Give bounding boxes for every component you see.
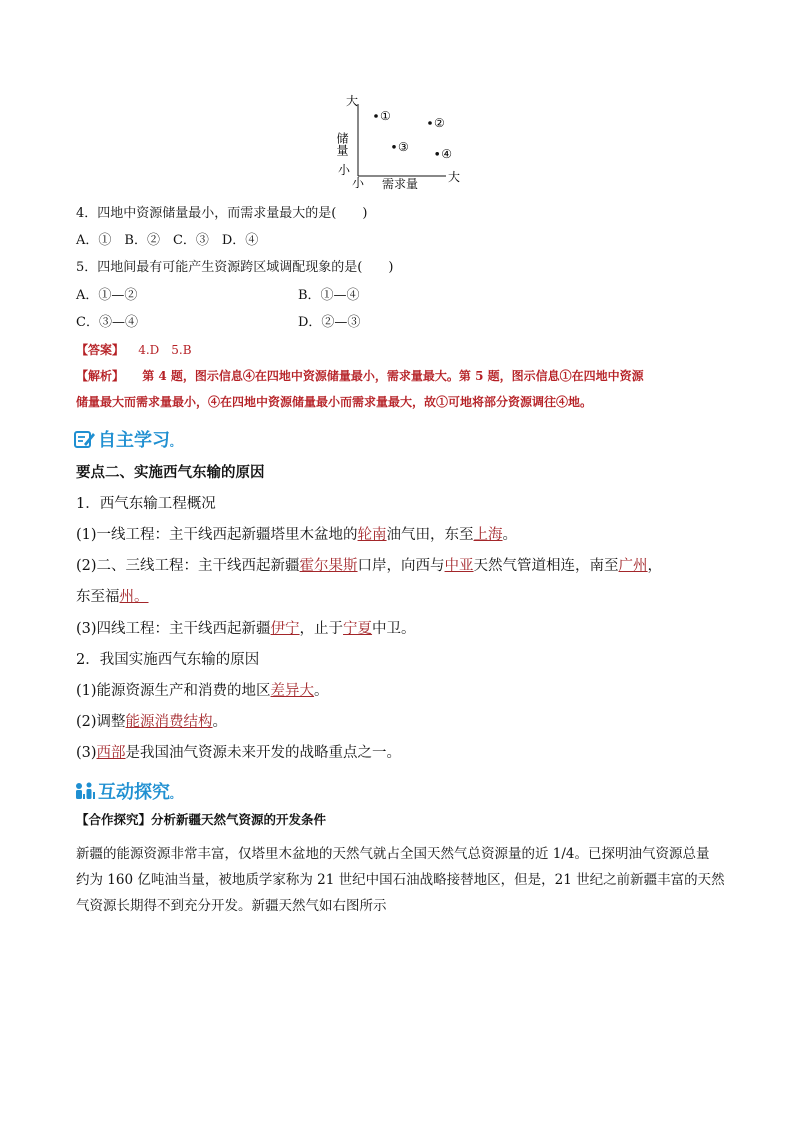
- reason-1: [76, 681, 329, 701]
- figure-svg: [330, 88, 470, 196]
- question-5-option-d: D．②—③: [298, 315, 361, 330]
- analysis-line-2: 储量最大而需求量最小，④在四地中资源储量最小而需求量最大，故①可地将部分资源调往④地。: [76, 395, 593, 409]
- line-two-text-1: (2)二、三线工程：主干线西起新疆: [76, 558, 300, 574]
- x-axis-right-label: 大: [448, 170, 461, 184]
- paragraph-line-1: 新疆的能源资源非常丰富，仅塔里木盆地的天然气就占全国天然气总资源量的近 1/4。已探明油气资源总量: [76, 846, 710, 862]
- line-two-text-3: 天然气管道相连，南至: [473, 558, 619, 574]
- reason-1-text: (1)能源资源生产和消费的地区: [76, 683, 271, 699]
- line-two-text-4: ，: [647, 558, 663, 574]
- paragraph-line-2: 约为 160 亿吨油当量，被地质学家称为 21 世纪中国石油战略接替地区，但是，21 世纪之前新疆丰富的天然: [76, 872, 725, 888]
- figure-point-1: [374, 114, 378, 118]
- figure-point-2: [428, 121, 432, 125]
- line-one-text-2: 油气田，东至: [386, 527, 474, 543]
- figure-point-3: [392, 145, 396, 149]
- figure-point-label-2: ②: [434, 116, 445, 130]
- cooperative-inquiry-heading: 【合作探究】分析新疆天然气资源的开发条件: [76, 812, 327, 827]
- section-interactive-title: 互动探究: [98, 782, 170, 803]
- question-5-option-c: C．③—④: [76, 315, 138, 330]
- figure-points: [374, 109, 452, 161]
- reason-3-answer: 西部: [96, 745, 126, 761]
- section-self-study-header: 自主学习。: [74, 426, 180, 454]
- line-four-text-2: ，止于: [299, 621, 344, 637]
- line-two-three-project: [76, 556, 662, 576]
- reason-1-answer: 差异大: [270, 683, 315, 699]
- line-one-text-3: 。: [502, 527, 518, 543]
- line-one-text-1: (1)一线工程：主干线西起新疆塔里木盆地的: [76, 527, 358, 543]
- line-one-answer-lunnan: 轮南: [357, 527, 387, 543]
- analysis-line-1: 第 4 题，图示信息④在四地中资源储量最小，需求量最大。第 5 题，图示信息①在四地中资源: [142, 369, 644, 383]
- section-interactive-header: 互动探究。: [74, 778, 180, 806]
- figure-point-label-3: ③: [398, 139, 409, 154]
- line-two-cont-text: 东至福: [76, 589, 120, 605]
- reason-3-end: 是我国油气资源未来开发的战略重点之一。: [125, 745, 402, 761]
- notebook-pen-icon: [74, 429, 96, 454]
- line-two-answer-fuzhou: 州。: [119, 589, 149, 605]
- paragraph-line-3: 气资源长期得不到充分开发。新疆天然气如右图所示: [76, 898, 387, 914]
- answer-line: [76, 341, 192, 358]
- xinjiang-paragraph: [76, 841, 751, 919]
- line-four-answer-ningxia: 宁夏: [343, 621, 373, 637]
- line-two-text-2: 口岸，向西与: [357, 558, 445, 574]
- overview-item: 1．西气东输工程概况: [76, 496, 216, 512]
- reason-2-answer: 能源消费结构: [125, 714, 213, 730]
- question-4-options: A．① B．② C．③ D．④: [76, 233, 259, 248]
- people-discussion-icon: [74, 781, 96, 806]
- line-two-answer-central-asia: 中亚: [444, 558, 474, 574]
- answer-text: 4.D 5.B: [138, 343, 192, 357]
- answer-label: 【答案】: [76, 343, 125, 357]
- line-two-answer-khorgos: 霍尔果斯: [299, 558, 358, 574]
- reason-3: [76, 743, 401, 763]
- line-four-answer-yining: 伊宁: [270, 621, 300, 637]
- y-axis-bottom-label: 小: [338, 163, 351, 177]
- figure-point-label-1: ①: [380, 109, 391, 123]
- reason-1-end: 。: [314, 683, 329, 699]
- line-four-project: [76, 619, 416, 639]
- question-5-stem: 5．四地间最有可能产生资源跨区域调配现象的是( ): [76, 260, 394, 275]
- question-5-option-b: B．①—④: [298, 288, 360, 303]
- reasons-item: 2．我国实施西气东输的原因: [76, 652, 260, 668]
- y-axis-top-label: 大: [346, 94, 359, 108]
- origin-label: 小: [352, 176, 365, 190]
- line-one-answer-shanghai: 上海: [473, 527, 503, 543]
- line-two-three-continuation: [76, 587, 149, 607]
- reserve-demand-figure: [330, 88, 470, 196]
- analysis-label: 【解析】: [76, 369, 125, 383]
- x-axis-title: 需求量: [382, 177, 419, 191]
- reason-2-text: (2)调整: [76, 714, 126, 730]
- line-four-text-1: (3)四线工程：主干线西起新疆: [76, 621, 271, 637]
- y-axis-title: 储量: [335, 132, 349, 156]
- section-self-study-title: 自主学习: [98, 430, 170, 451]
- reason-2-end: 。: [212, 714, 228, 730]
- reason-2: [76, 712, 227, 732]
- figure-point-4: [435, 152, 439, 156]
- reason-3-text: (3): [76, 745, 97, 761]
- analysis-block: [76, 363, 726, 415]
- figure-point-label-4: ④: [441, 146, 452, 161]
- line-two-answer-guangzhou: 广州: [618, 558, 648, 574]
- line-one-project: [76, 525, 517, 545]
- question-4-stem: 4．四地中资源储量最小，而需求量最大的是( ): [76, 206, 368, 221]
- section-1-heading: 要点二、实施西气东输的原因: [76, 464, 265, 481]
- question-5-option-a: A．①—②: [76, 288, 138, 303]
- line-four-text-3: 中卫。: [372, 621, 416, 637]
